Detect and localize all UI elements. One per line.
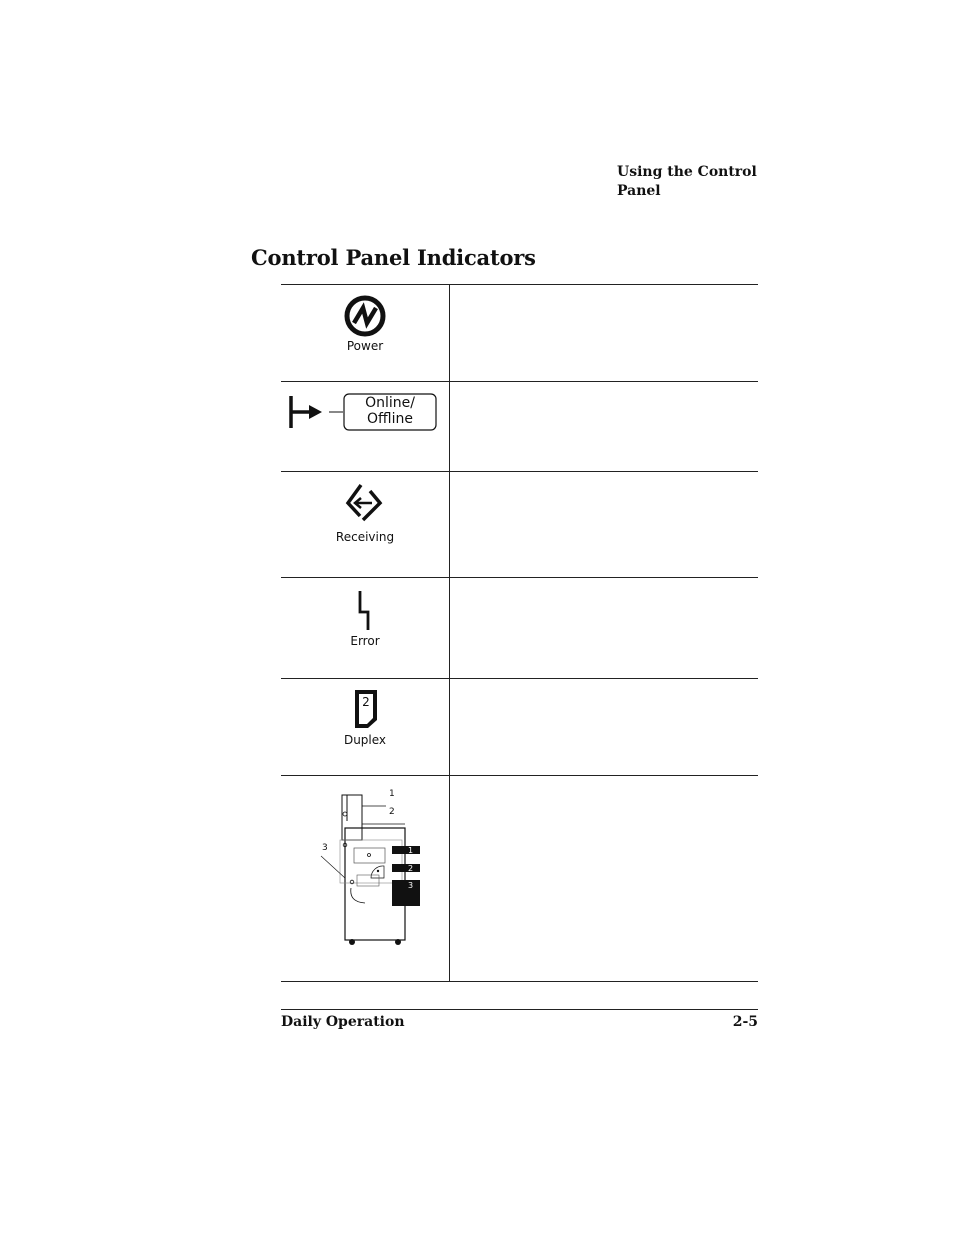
- running-head: Using the Control Panel: [617, 164, 757, 199]
- indicator-icon-cell: [281, 578, 450, 678]
- footer-rule: [281, 1009, 758, 1010]
- indicator-icon-cell: [281, 776, 450, 981]
- indicator-icon-cell: [281, 382, 450, 471]
- printer-diagram-label: 2: [389, 807, 395, 817]
- indicator-icon-cell: [281, 285, 450, 381]
- printer-diagram-label: 3: [322, 843, 328, 853]
- indicator-row-error: [281, 578, 758, 679]
- indicator-description: [450, 679, 758, 775]
- error-icon: [281, 578, 449, 678]
- printer-diagram-label: 3: [408, 881, 414, 890]
- indicator-description: [450, 382, 758, 471]
- indicator-label-duplex: Duplex: [343, 733, 387, 747]
- indicator-description: [450, 472, 758, 577]
- receiving-icon: [281, 472, 449, 577]
- printer-diagram-label: 2: [408, 864, 414, 873]
- duplex-icon-digit: 2: [362, 695, 370, 709]
- footer-page-number: 2-5: [732, 1014, 758, 1030]
- indicator-icon-cell: [281, 472, 450, 577]
- indicator-row-printer-diagram: [281, 776, 758, 982]
- printer-diagram-label: 1: [389, 789, 395, 799]
- indicator-table: [281, 284, 758, 982]
- online-offline-button-line2: Offline: [367, 411, 413, 427]
- indicator-row-duplex: [281, 679, 758, 776]
- indicator-icon-cell: [281, 679, 450, 775]
- printer-tray-diagram-icon: [281, 776, 449, 981]
- power-icon: [281, 285, 449, 381]
- indicator-row-receiving: [281, 472, 758, 578]
- indicator-label-error: Error: [350, 634, 380, 648]
- indicator-row-online-offline: [281, 382, 758, 472]
- duplex-icon: [281, 679, 449, 775]
- indicator-description: [450, 285, 758, 381]
- indicator-label-receiving: Receiving: [335, 530, 395, 544]
- online-offline-button-line1: Online/: [365, 395, 415, 411]
- indicator-description: [450, 776, 758, 981]
- section-title: Control Panel Indicators: [251, 245, 536, 270]
- footer-chapter: Daily Operation: [281, 1014, 405, 1030]
- indicator-label-power: Power: [346, 339, 384, 353]
- indicator-description: [450, 578, 758, 678]
- indicator-row-power: [281, 285, 758, 382]
- printer-diagram-label: 1: [408, 846, 414, 855]
